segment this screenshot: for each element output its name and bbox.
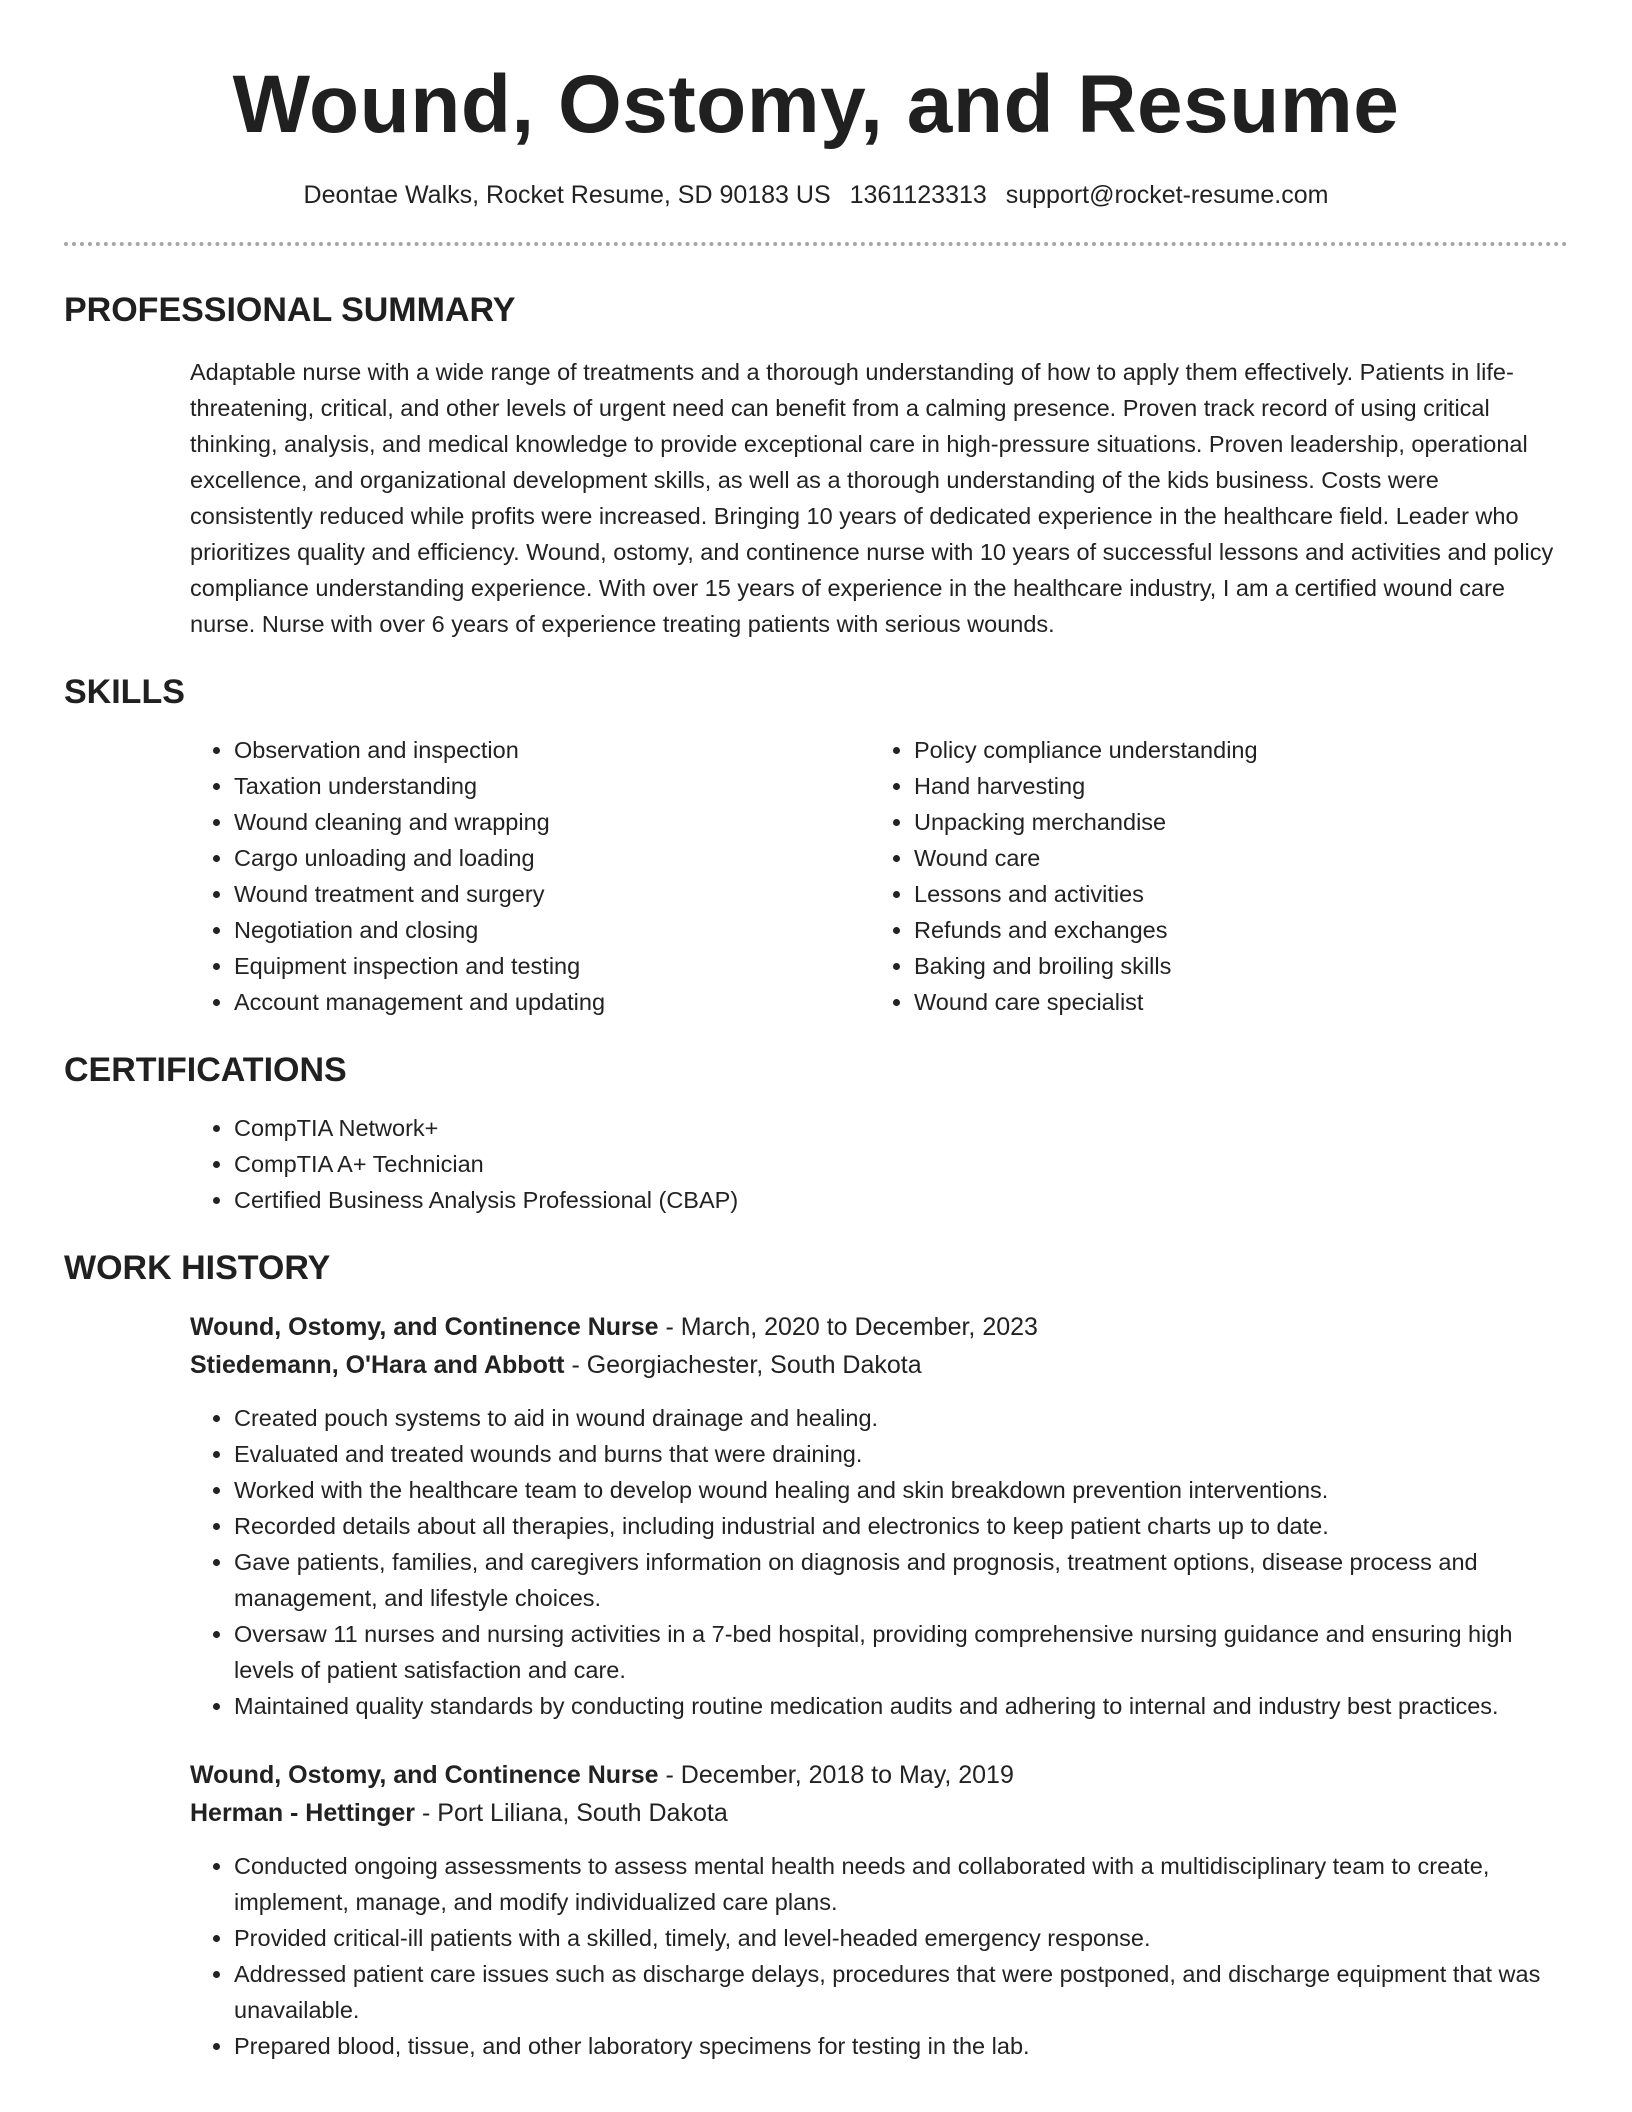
skill-item: • Wound care specialist	[914, 984, 1550, 1020]
contact-line	[64, 180, 1568, 210]
contact-phone: 1361123313	[849, 181, 987, 209]
job-dates: - March, 2020 to December, 2023	[658, 1313, 1038, 1341]
skill-item: • Account management and updating	[234, 984, 870, 1020]
job-entry	[64, 1308, 1568, 1724]
section-title-work-history: WORK HISTORY	[64, 1249, 331, 1287]
skills-list	[190, 732, 1568, 1020]
job-dates: - December, 2018 to May, 2019	[658, 1761, 1014, 1789]
job-title: Wound, Ostomy, and Continence Nurse	[190, 1313, 659, 1341]
job-duty-item: • Provided critical-ill patients with a skilled, timely, and level-headed emergency response.	[234, 1920, 1568, 1956]
contact-email: support@rocket-resume.com	[1005, 181, 1329, 209]
job-duty-item: • Addressed patient care issues such as discharge delays, procedures that were postponed, and discharge equipment that was unavailable.	[234, 1956, 1568, 2028]
job-duty-item: • Worked with the healthcare team to develop wound healing and skin breakdown prevention interventions.	[234, 1472, 1568, 1508]
skill-item: • Negotiation and closing	[234, 912, 870, 948]
job-duty-item: • Oversaw 11 nurses and nursing activities in a 7-bed hospital, providing comprehensive nursing guidance and ensuring high levels of patient satisfaction and care.	[234, 1616, 1568, 1688]
skill-item: • Equipment inspection and testing	[234, 948, 870, 984]
job-location: - Port Liliana, South Dakota	[415, 1799, 728, 1827]
skills-column-left	[190, 732, 870, 1020]
job-duty-item: • Recorded details about all therapies, including industrial and electronics to keep patient charts up to date.	[234, 1508, 1568, 1544]
job-duty-item: • Conducted ongoing assessments to assess mental health needs and collaborated with a multidisciplinary team to create, implement, manage, and modify individualized care plans.	[234, 1848, 1568, 1920]
header-divider	[64, 242, 1568, 246]
contact-address: Deontae Walks, Rocket Resume, SD 90183 US	[303, 181, 831, 209]
skill-item: • Wound cleaning and wrapping	[234, 804, 870, 840]
skill-item: • Lessons and activities	[914, 876, 1550, 912]
skills-column-right	[870, 732, 1550, 1020]
certification-item: • CompTIA Network+	[234, 1110, 1568, 1146]
resume-title: Wound, Ostomy, and Resume	[232, 59, 1400, 150]
skill-item: • Baking and broiling skills	[914, 948, 1550, 984]
job-duty-item: • Maintained quality standards by conducting routine medication audits and adhering to internal and industry best practices.	[234, 1688, 1568, 1724]
section-title-summary: PROFESSIONAL SUMMARY	[64, 291, 516, 329]
job-title-line	[190, 1308, 1568, 1346]
job-duty-item: • Gave patients, families, and caregivers information on diagnosis and prognosis, treatment options, disease process and management, and lifestyle choices.	[234, 1544, 1568, 1616]
job-entry	[64, 1756, 1568, 2064]
job-duty-item: • Evaluated and treated wounds and burns that were draining.	[234, 1436, 1568, 1472]
job-company: Herman - Hettinger	[190, 1799, 416, 1827]
job-duty-item: • Created pouch systems to aid in wound drainage and healing.	[234, 1400, 1568, 1436]
job-company: Stiedemann, O'Hara and Abbott	[190, 1351, 565, 1379]
job-duties	[190, 1400, 1568, 1724]
summary-text: Adaptable nurse with a wide range of treatments and a thorough understanding of how to apply them effectively. Patients in life-threatening, critical, and other levels of urgent need can benefit from a calming presence. Proven track record of using critical thinking, analysis, and medical knowledge to provide exceptional care in high-pressure situations. Proven leadership, operational excellence, and organizational development skills, as well as a thorough understanding of the kids business. Costs were consistently reduced while profits were increased. Bringing 10 years of dedicated experience in the healthcare field. Leader who prioritizes quality and efficiency. Wound, ostomy, and continence nurse with 10 years of successful lessons and activities and policy compliance understanding experience. With over 15 years of experience in the healthcare industry, I am a certified wound care nurse. Nurse with over 6 years of experience treating patients with serious wounds.	[190, 359, 1554, 637]
resume-page	[64, 0, 1568, 2064]
job-company-line	[190, 1346, 1568, 1384]
skill-item: • Taxation understanding	[234, 768, 870, 804]
job-duty-item: • Prepared blood, tissue, and other laboratory specimens for testing in the lab.	[234, 2028, 1568, 2064]
job-title-line	[190, 1756, 1568, 1794]
certification-item: • Certified Business Analysis Professional (CBAP)	[234, 1182, 1568, 1218]
job-duties	[190, 1848, 1568, 2064]
section-title-certifications: CERTIFICATIONS	[64, 1051, 347, 1089]
skill-item: • Unpacking merchandise	[914, 804, 1550, 840]
section-title-skills: SKILLS	[64, 673, 185, 711]
job-company-line	[190, 1794, 1568, 1832]
skill-item: • Policy compliance understanding	[914, 732, 1550, 768]
skill-item: • Cargo unloading and loading	[234, 840, 870, 876]
certification-item: • CompTIA A+ Technician	[234, 1146, 1568, 1182]
skill-item: • Refunds and exchanges	[914, 912, 1550, 948]
job-location: - Georgiachester, South Dakota	[564, 1351, 922, 1379]
skill-item: • Observation and inspection	[234, 732, 870, 768]
skill-item: • Wound care	[914, 840, 1550, 876]
skill-item: • Wound treatment and surgery	[234, 876, 870, 912]
skill-item: • Hand harvesting	[914, 768, 1550, 804]
job-title: Wound, Ostomy, and Continence Nurse	[190, 1761, 659, 1789]
certifications-list	[190, 1110, 1568, 1218]
